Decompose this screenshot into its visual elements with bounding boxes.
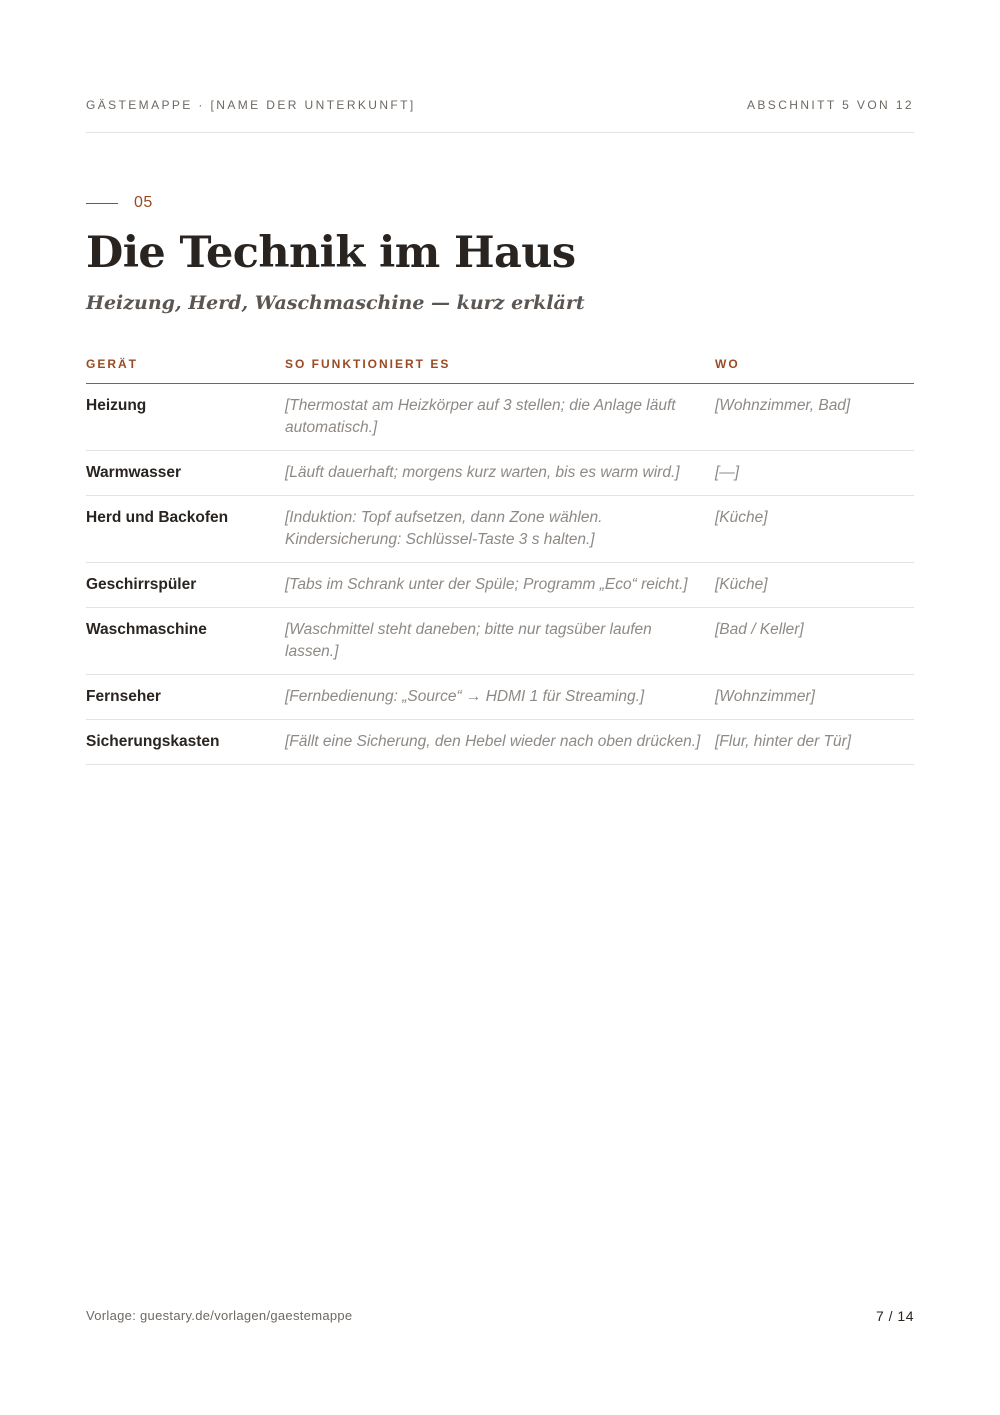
table-row	[86, 495, 914, 562]
device-instructions: [Fällt eine Sicherung, den Hebel wieder nach oben drücken.]	[285, 719, 715, 764]
device-instructions: [Waschmittel steht daneben; bitte nur tagsüber laufen lassen.]	[285, 607, 715, 674]
column-header-where: WO	[715, 350, 914, 383]
page-header	[86, 96, 914, 133]
device-instructions: [Induktion: Topf aufsetzen, dann Zone wählen. Kindersicherung: Schlüssel-Taste 3 s halten.]	[285, 495, 715, 562]
table-header-row	[86, 350, 914, 383]
device-location: [Wohnzimmer]	[715, 674, 914, 719]
device-instructions: [Thermostat am Heizkörper auf 3 stellen; die Anlage läuft automatisch.]	[285, 383, 715, 450]
page-number: 7 / 14	[875, 1308, 914, 1324]
device-location: [Wohnzimmer, Bad]	[715, 383, 914, 450]
column-header-device: GERÄT	[86, 350, 285, 383]
page-title: Die Technik im Haus	[86, 228, 576, 278]
section-number: 05	[134, 194, 153, 211]
device-location: [Bad / Keller]	[715, 607, 914, 674]
device-name: Herd und Backofen	[86, 495, 285, 562]
device-name: Fernseher	[86, 674, 285, 719]
eyebrow-rule	[86, 203, 118, 204]
device-name: Sicherungskasten	[86, 719, 285, 764]
device-instructions: [Fernbedienung: „Source“ → HDMI 1 für Streaming.]	[285, 674, 715, 719]
technology-table	[86, 350, 914, 765]
page-footer	[86, 1308, 914, 1324]
device-name: Waschmaschine	[86, 607, 285, 674]
device-name: Geschirrspüler	[86, 562, 285, 607]
template-source: Vorlage: guestary.de/vorlagen/gaestemappe	[86, 1308, 353, 1323]
table-row	[86, 607, 914, 674]
device-location: [Küche]	[715, 495, 914, 562]
table-row	[86, 383, 914, 450]
device-location: [Flur, hinter der Tür]	[715, 719, 914, 764]
header-section-counter: ABSCHNITT 5 VON 12	[746, 98, 914, 112]
header-document-title: GÄSTEMAPPE · [NAME DER UNTERKUNFT]	[86, 98, 416, 112]
table-row	[86, 674, 914, 719]
device-location: [Küche]	[715, 562, 914, 607]
device-location: [—]	[715, 450, 914, 495]
device-name: Heizung	[86, 383, 285, 450]
device-name: Warmwasser	[86, 450, 285, 495]
device-instructions: [Tabs im Schrank unter der Spüle; Programm „Eco“ reicht.]	[285, 562, 715, 607]
column-header-how: SO FUNKTIONIERT ES	[285, 350, 715, 383]
table-row	[86, 450, 914, 495]
page-subtitle: Heizung, Herd, Waschmaschine — kurz erklärt	[86, 292, 585, 314]
table-row	[86, 562, 914, 607]
table-row	[86, 719, 914, 764]
section-eyebrow	[86, 193, 153, 213]
device-instructions: [Läuft dauerhaft; morgens kurz warten, bis es warm wird.]	[285, 450, 715, 495]
